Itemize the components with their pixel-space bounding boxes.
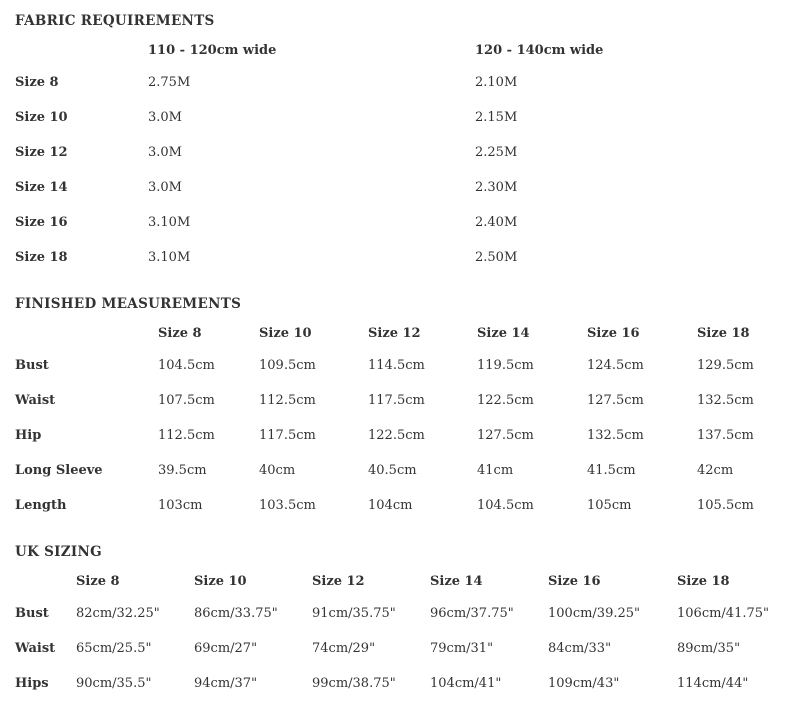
table-row (15, 205, 675, 240)
table-header-row (15, 566, 785, 596)
table-cell: 41cm (477, 463, 514, 478)
table-cell: 3.10M (148, 250, 191, 265)
uk-sizing-table (15, 566, 785, 701)
table-cell: 105cm (587, 498, 632, 513)
row-label: Long Sleeve (15, 463, 103, 478)
table-cell: 40cm (259, 463, 296, 478)
table-cell: 94cm/37" (194, 676, 258, 691)
table-cell: 103.5cm (259, 498, 316, 513)
table-cell: 129.5cm (697, 358, 754, 373)
column-header: Size 10 (194, 573, 247, 589)
table-row (15, 418, 782, 453)
table-cell: 79cm/31" (430, 641, 494, 656)
table-cell: 112.5cm (259, 393, 316, 408)
table-cell: 65cm/25.5" (76, 641, 152, 656)
row-label: Size 18 (15, 250, 68, 265)
row-label: Size 14 (15, 180, 68, 195)
table-row (15, 240, 675, 275)
table-header-row (15, 35, 675, 65)
table-row (15, 100, 675, 135)
table-cell: 100cm/39.25" (548, 606, 640, 621)
row-label: Bust (15, 606, 49, 621)
table-cell: 103cm (158, 498, 203, 513)
table-cell: 109cm/43" (548, 676, 620, 691)
table-cell: 107.5cm (158, 393, 215, 408)
table-row (15, 383, 782, 418)
row-label: Waist (15, 641, 56, 656)
row-label: Hips (15, 676, 49, 691)
uk-sizing-title: UK SIZING (15, 544, 103, 560)
table-header-row (15, 318, 782, 348)
table-cell: 114.5cm (368, 358, 425, 373)
column-header: Size 10 (259, 325, 312, 341)
table-cell: 40.5cm (368, 463, 417, 478)
table-cell: 114cm/44" (677, 676, 749, 691)
column-header: Size 16 (587, 325, 640, 341)
table-cell: 127.5cm (587, 393, 644, 408)
column-header: 120 - 140cm wide (475, 42, 604, 58)
table-cell: 2.40M (475, 215, 518, 230)
table-cell: 104cm/41" (430, 676, 502, 691)
table-cell: 105.5cm (697, 498, 754, 513)
table-cell: 104.5cm (158, 358, 215, 373)
table-cell: 3.0M (148, 145, 182, 160)
fabric-requirements-table (15, 35, 675, 275)
table-cell: 124.5cm (587, 358, 644, 373)
table-cell: 132.5cm (587, 428, 644, 443)
table-cell: 82cm/32.25" (76, 606, 160, 621)
table-cell: 104.5cm (477, 498, 534, 513)
table-cell: 122.5cm (477, 393, 534, 408)
column-header: Size 8 (158, 325, 202, 341)
table-cell: 2.75M (148, 75, 191, 90)
header-corner-cell (15, 35, 148, 65)
row-label: Bust (15, 358, 49, 373)
column-header: Size 18 (697, 325, 750, 341)
table-cell: 39.5cm (158, 463, 207, 478)
table-row (15, 170, 675, 205)
finished-measurements-table (15, 318, 782, 523)
header-corner-cell (15, 318, 158, 348)
column-header: Size 14 (477, 325, 530, 341)
column-header: Size 16 (548, 573, 601, 589)
table-cell: 3.0M (148, 180, 182, 195)
table-cell: 119.5cm (477, 358, 534, 373)
row-label: Hip (15, 428, 42, 443)
column-header: Size 18 (677, 573, 730, 589)
table-row (15, 65, 675, 100)
table-cell: 91cm/35.75" (312, 606, 396, 621)
row-label: Length (15, 498, 67, 513)
row-label: Size 16 (15, 215, 68, 230)
table-cell: 3.0M (148, 110, 182, 125)
table-row (15, 596, 785, 631)
table-cell: 90cm/35.5" (76, 676, 152, 691)
table-cell: 86cm/33.75" (194, 606, 278, 621)
table-cell: 42cm (697, 463, 734, 478)
column-header: Size 12 (368, 325, 421, 341)
finished-measurements-title: FINISHED MEASUREMENTS (15, 296, 242, 312)
table-cell: 2.50M (475, 250, 518, 265)
column-header: Size 8 (76, 573, 120, 589)
table-row (15, 135, 675, 170)
table-cell: 69cm/27" (194, 641, 258, 656)
table-cell: 117.5cm (259, 428, 316, 443)
table-cell: 41.5cm (587, 463, 636, 478)
table-cell: 112.5cm (158, 428, 215, 443)
table-cell: 89cm/35" (677, 641, 741, 656)
table-row (15, 488, 782, 523)
table-cell: 117.5cm (368, 393, 425, 408)
row-label: Waist (15, 393, 56, 408)
table-row (15, 666, 785, 701)
table-row (15, 631, 785, 666)
fabric-requirements-title: FABRIC REQUIREMENTS (15, 13, 215, 29)
header-corner-cell (15, 566, 76, 596)
table-cell: 132.5cm (697, 393, 754, 408)
table-cell: 3.10M (148, 215, 191, 230)
table-cell: 96cm/37.75" (430, 606, 514, 621)
column-header: Size 12 (312, 573, 365, 589)
table-row (15, 348, 782, 383)
table-cell: 2.15M (475, 110, 518, 125)
table-cell: 104cm (368, 498, 413, 513)
table-row (15, 453, 782, 488)
table-cell: 2.30M (475, 180, 518, 195)
column-header: Size 14 (430, 573, 483, 589)
table-cell: 122.5cm (368, 428, 425, 443)
table-cell: 109.5cm (259, 358, 316, 373)
row-label: Size 12 (15, 145, 68, 160)
table-cell: 84cm/33" (548, 641, 612, 656)
table-cell: 2.25M (475, 145, 518, 160)
table-cell: 99cm/38.75" (312, 676, 396, 691)
table-cell: 2.10M (475, 75, 518, 90)
table-cell: 106cm/41.75" (677, 606, 769, 621)
row-label: Size 10 (15, 110, 68, 125)
column-header: 110 - 120cm wide (148, 42, 277, 58)
row-label: Size 8 (15, 75, 59, 90)
table-cell: 127.5cm (477, 428, 534, 443)
table-cell: 137.5cm (697, 428, 754, 443)
table-cell: 74cm/29" (312, 641, 376, 656)
